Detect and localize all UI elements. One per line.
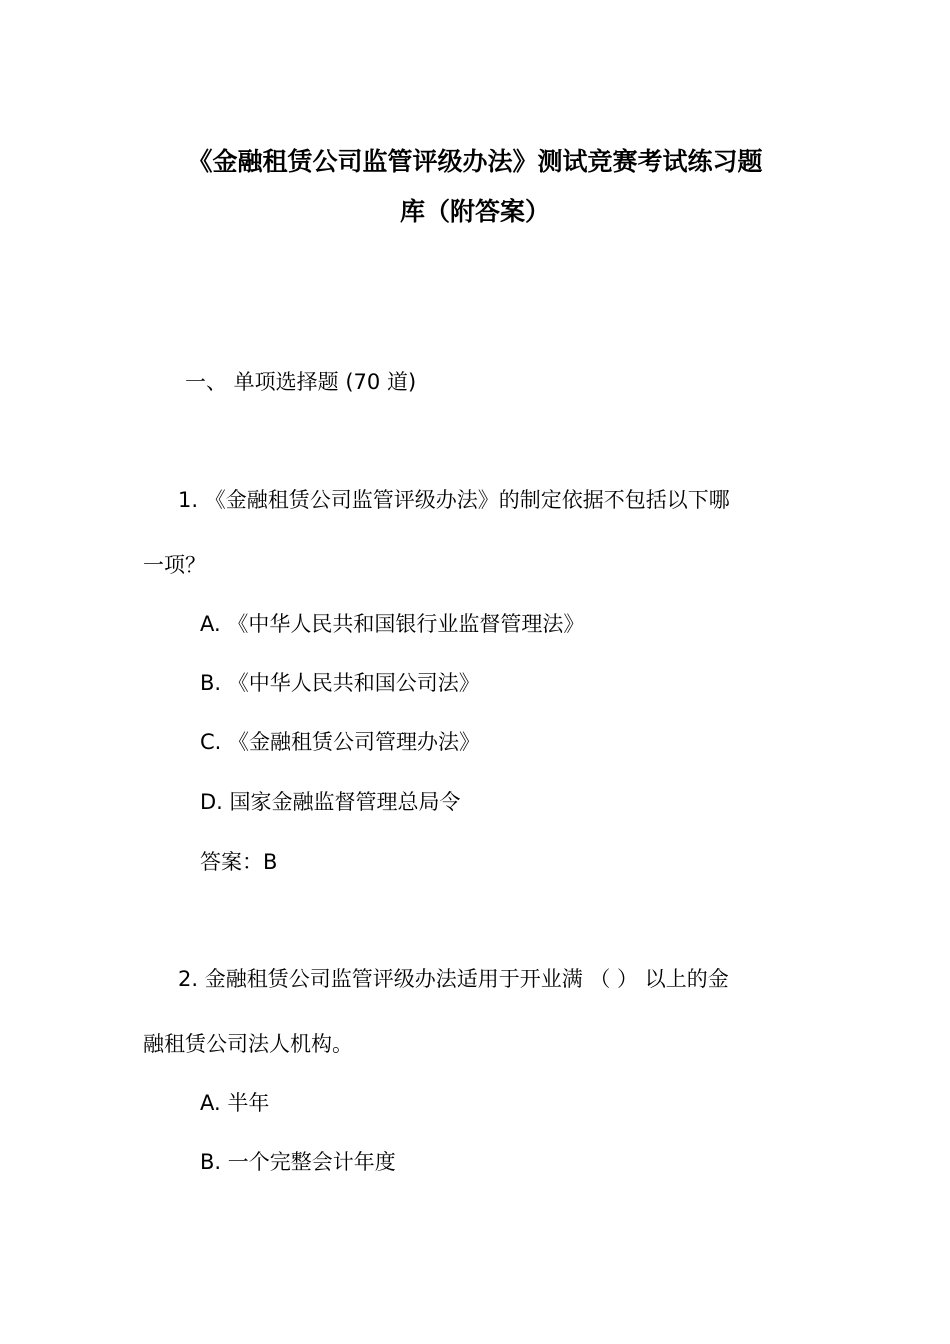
question-1-stem-line-1: 1. 《金融租赁公司监管评级办法》的制定依据不包括以下哪	[178, 488, 730, 512]
question-2-stem-line-2: 融租赁公司法人机构。	[143, 1032, 353, 1056]
question-2-stem-line-1: 2. 金融租赁公司监管评级办法适用于开业满 （ ） 以上的金	[178, 967, 729, 991]
title-line-2: 库（附答案）	[399, 197, 550, 226]
question-2-option-b: B. 一个完整会计年度	[200, 1150, 396, 1174]
section-heading: 一、 单项选择题 (70 道)	[185, 370, 417, 394]
question-1-answer: 答案：B	[200, 850, 278, 874]
question-1-option-a: A. 《中华人民共和国银行业监督管理法》	[200, 612, 585, 636]
question-1-stem-line-2: 一项？	[143, 553, 206, 577]
question-1-option-b: B. 《中华人民共和国公司法》	[200, 671, 480, 695]
document-title	[143, 137, 807, 237]
question-1-option-c: C. 《金融租赁公司管理办法》	[200, 730, 481, 754]
question-2-option-a: A. 半年	[200, 1091, 270, 1115]
question-1-option-d: D. 国家金融监督管理总局令	[200, 790, 461, 814]
title-line-1: 《金融租赁公司监管评级办法》测试竞赛考试练习题	[187, 147, 763, 176]
